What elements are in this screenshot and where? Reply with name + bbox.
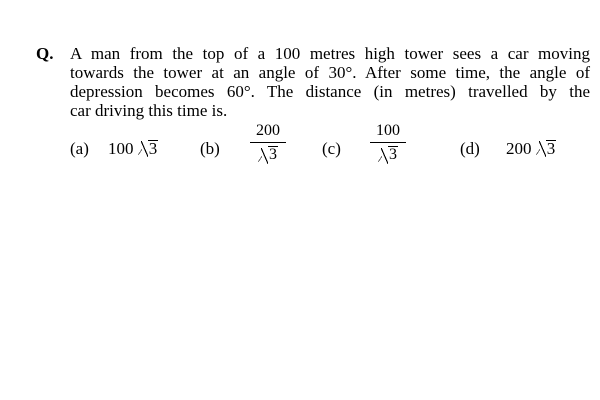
- option-d-letter: (d): [460, 139, 480, 158]
- fraction-bar: [250, 142, 286, 143]
- question-line: car driving this time is.: [70, 101, 228, 120]
- option-c-letter: (c): [322, 139, 341, 158]
- option-b-denominator: [250, 146, 286, 164]
- option-b-radicand: 3: [269, 146, 277, 163]
- question-line: depression becomes 60°. The distance (in metres) travelled by the: [70, 82, 590, 101]
- option-a-letter: (a): [70, 139, 89, 158]
- option-d-value: [506, 139, 556, 159]
- option-d[interactable]: [460, 122, 590, 182]
- fraction-bar: [370, 142, 406, 143]
- option-c-denominator: [370, 146, 406, 164]
- option-b[interactable]: [200, 122, 300, 182]
- option-c[interactable]: [322, 122, 422, 182]
- answer-options: [70, 122, 590, 182]
- question-line: A man from the top of a 100 metres high tower sees a car moving: [70, 44, 590, 63]
- option-c-numerator: 100: [376, 122, 400, 139]
- option-a-coefficient: 100: [108, 139, 134, 158]
- option-a-value: [108, 139, 158, 159]
- question-text: [70, 44, 590, 120]
- sqrt-icon: [138, 139, 159, 159]
- sqrt-icon: [378, 146, 398, 164]
- question-label: Q.: [36, 44, 54, 63]
- question-line: towards the tower at an angle of 30°. After some time, the angle of: [70, 63, 590, 82]
- option-b-letter: (b): [200, 139, 220, 158]
- option-a-radicand: 3: [148, 139, 158, 158]
- sqrt-icon: [536, 139, 557, 159]
- option-a[interactable]: [70, 122, 180, 182]
- option-b-numerator: 200: [256, 122, 280, 139]
- option-b-fraction: [250, 122, 286, 164]
- option-d-coefficient: 200: [506, 139, 532, 158]
- option-c-fraction: [370, 122, 406, 164]
- sqrt-icon: [258, 146, 278, 164]
- option-d-radicand: 3: [546, 139, 556, 158]
- option-c-radicand: 3: [389, 146, 397, 163]
